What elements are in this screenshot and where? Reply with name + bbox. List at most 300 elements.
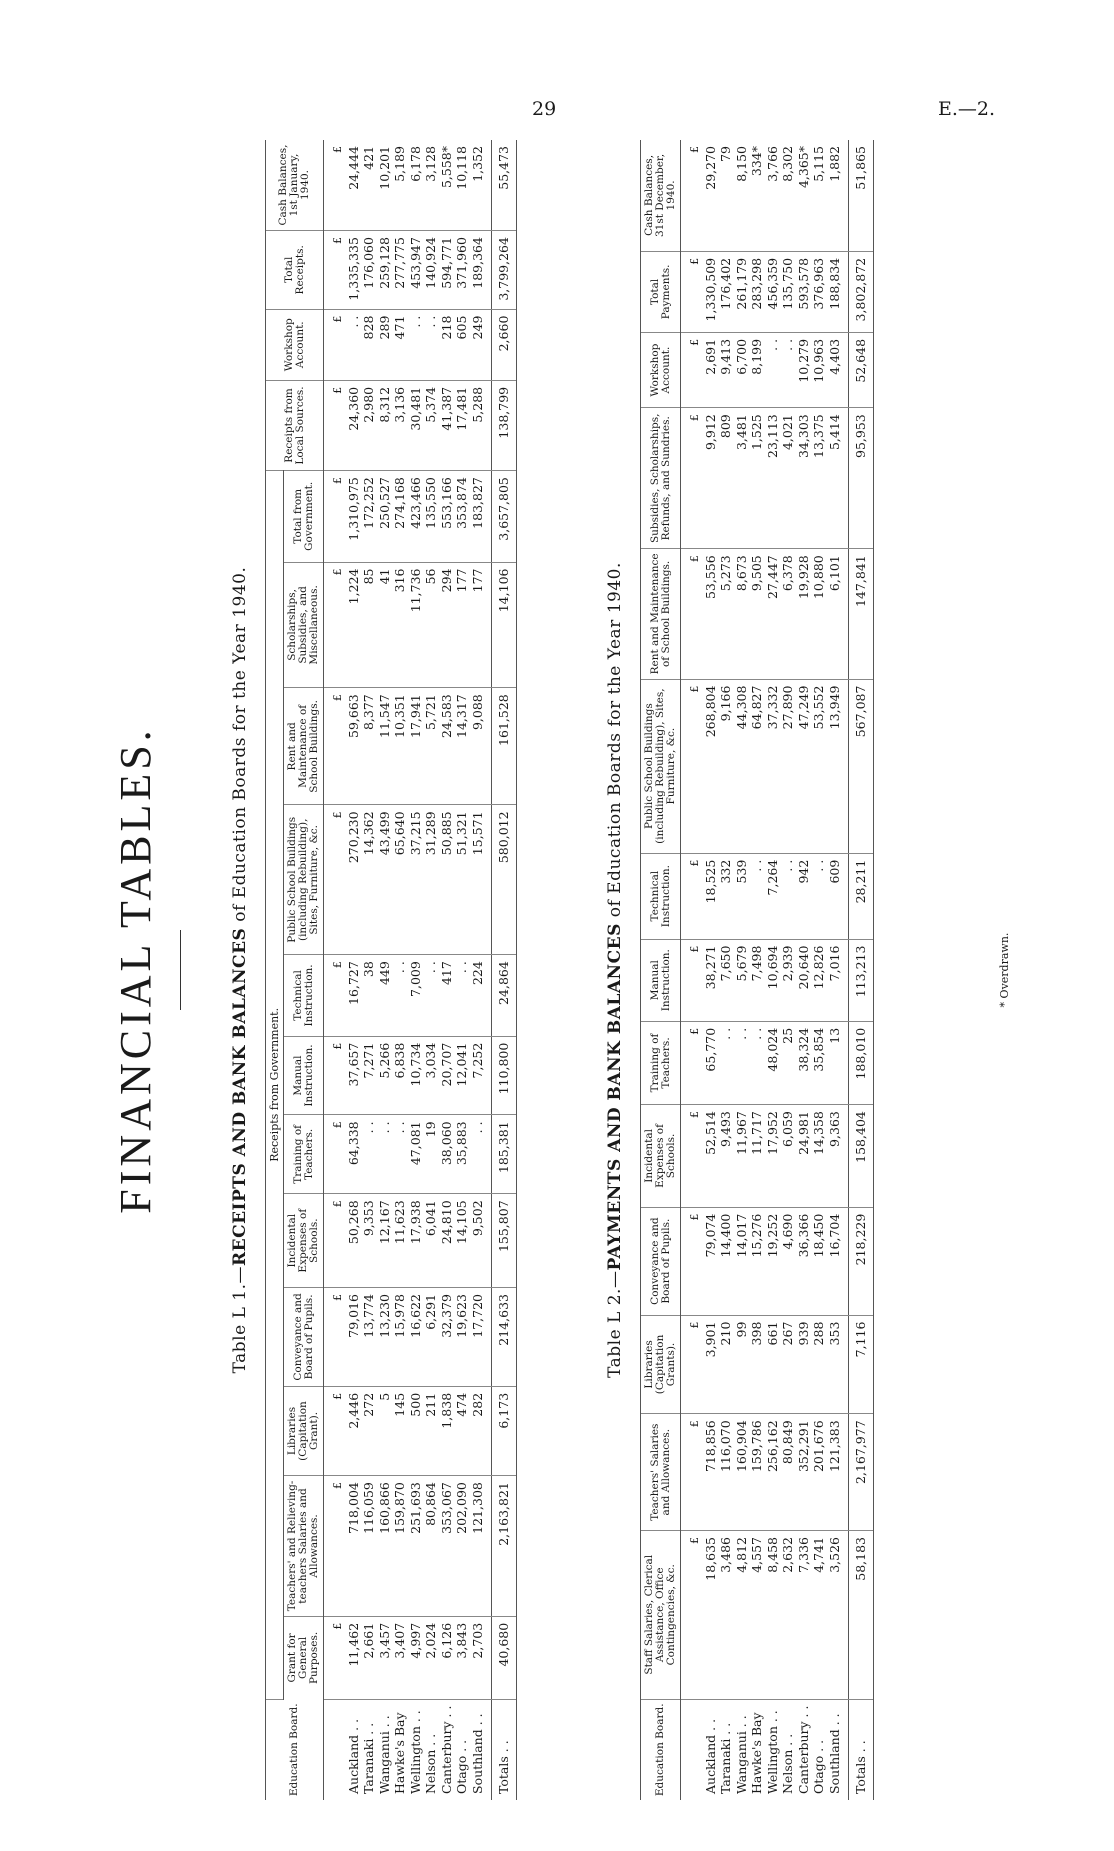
total-cell: 138,799: [492, 380, 517, 470]
table-cell: 17,720: [470, 1287, 492, 1386]
table-cell: 31,289: [423, 805, 439, 955]
board-name: Hawke's Bay: [392, 1712, 407, 1794]
table-cell: 80,849: [780, 1414, 796, 1531]
table-cell: 3,766: [765, 140, 781, 251]
table-cell: 421: [361, 140, 377, 231]
table-cell: 211: [423, 1386, 439, 1475]
table-cell: 44,308: [734, 679, 750, 853]
table-cell: 37,215: [408, 805, 424, 955]
table-cell: 47,249: [796, 679, 812, 853]
table-cell: 268,804: [703, 679, 719, 853]
table-cell: . .: [392, 1115, 408, 1194]
table-cell: 189,364: [470, 231, 492, 310]
payments-table: [640, 140, 874, 1800]
table2-unit-12: £: [681, 332, 703, 407]
table1-header-6: Training of Teachers.: [284, 1115, 324, 1194]
table-cell: 828: [361, 309, 377, 380]
table-cell: 160,904: [734, 1414, 750, 1531]
table-cell: . .: [780, 332, 796, 407]
table1-header-11: Scholarships, Subsidies, and Miscellaneous.: [284, 562, 324, 688]
table-cell: 7,264: [765, 853, 781, 939]
table-cell: 25: [780, 1021, 796, 1104]
total-cell: 214,633: [492, 1287, 517, 1386]
table-cell: . .: [734, 1021, 750, 1104]
table-cell: 24,810: [439, 1194, 455, 1288]
table1-header-2: Teachers' and Relieving-teachers Salaries and Allowances.: [284, 1476, 324, 1617]
table-cell: 6,838: [392, 1036, 408, 1115]
table-cell: 2,703: [470, 1616, 492, 1699]
table-cell: . .: [749, 853, 765, 939]
table-cell: 9,353: [361, 1194, 377, 1288]
table-cell: 10,118: [454, 140, 470, 231]
table2-unit-4: £: [681, 1207, 703, 1315]
table-cell: 594,771: [439, 231, 455, 310]
total-cell: 58,183: [849, 1530, 874, 1699]
table-cell: 4,365*: [796, 140, 812, 251]
table-cell: 64,827: [749, 679, 765, 853]
table-cell: 10,279: [796, 332, 812, 407]
table-cell: 8,302: [780, 140, 796, 251]
table-row: [734, 140, 750, 1800]
table-cell: 14,105: [454, 1194, 470, 1288]
table-cell: . .: [346, 309, 362, 380]
board-name: Nelson . .: [780, 1733, 795, 1794]
table-cell: 16,622: [408, 1287, 424, 1386]
table-cell: 160,866: [377, 1476, 393, 1617]
total-cell: 158,404: [849, 1105, 874, 1208]
table-cell: 11,462: [346, 1616, 362, 1699]
table-cell: 218: [439, 309, 455, 380]
table-cell: 17,481: [454, 380, 470, 470]
board-name: Wanganui . .: [376, 1715, 392, 1794]
table-cell: 8,458: [765, 1530, 781, 1699]
table-cell: 6,126: [439, 1616, 455, 1699]
table-cell: 35,854: [811, 1021, 827, 1104]
total-cell: 188,010: [849, 1021, 874, 1104]
table-cell: 18,450: [811, 1207, 827, 1315]
table-cell: 17,938: [408, 1194, 424, 1288]
table-cell: 353,067: [439, 1476, 455, 1617]
total-cell: 3,657,805: [492, 471, 517, 562]
table-row: [439, 140, 455, 1800]
table-cell: 14,358: [811, 1105, 827, 1208]
table-cell: 274,168: [392, 471, 408, 562]
table2-caption: [605, 140, 625, 1800]
table-cell: 18,635: [703, 1530, 719, 1699]
table-cell: . .: [377, 1115, 393, 1194]
table2-header-4: Conveyance and Board of Pupils.: [641, 1207, 681, 1315]
table1-header-12: Total from Government.: [284, 471, 324, 562]
table-cell: 256,162: [765, 1414, 781, 1531]
table-cell: 176,402: [718, 251, 734, 332]
table-cell: 41: [377, 562, 393, 688]
table-cell: 13,949: [827, 679, 849, 853]
table-cell: 135,550: [423, 471, 439, 562]
total-cell: 185,381: [492, 1115, 517, 1194]
table2-unit-5: £: [681, 1105, 703, 1208]
table-cell: 352,291: [796, 1414, 812, 1531]
table-cell: 718,004: [346, 1476, 362, 1617]
table-cell: 188,834: [827, 251, 849, 332]
table1-unit-5: £: [324, 1194, 346, 1288]
table2-unit-14: £: [681, 140, 703, 251]
table-cell: 15,571: [470, 805, 492, 955]
table-row: [765, 140, 781, 1800]
table-cell: 6,041: [423, 1194, 439, 1288]
table-cell: 11,736: [408, 562, 424, 688]
table-cell: 5,679: [734, 939, 750, 1021]
table-cell: 121,308: [470, 1476, 492, 1617]
table2-header-11: Subsidies, Scholarships, Refunds, and Sundries.: [641, 408, 681, 549]
table-cell: 11,717: [749, 1105, 765, 1208]
table-row: [811, 140, 827, 1800]
table-cell: 474: [454, 1386, 470, 1475]
total-cell: 7,116: [849, 1315, 874, 1414]
total-cell: 55,473: [492, 140, 517, 231]
table1-header-3: Libraries (Capitation Grant).: [284, 1386, 324, 1475]
table-cell: 38: [361, 955, 377, 1037]
table-cell: 593,578: [796, 251, 812, 332]
table-cell: 4,021: [780, 408, 796, 549]
table-cell: 5,266: [377, 1036, 393, 1115]
table-cell: 65,770: [703, 1021, 719, 1104]
totals-label: Totals . .: [849, 1699, 874, 1800]
total-cell: 2,167,977: [849, 1414, 874, 1531]
table2-header-10: Rent and Maintenance of School Buildings.: [641, 549, 681, 679]
table-cell: 3,526: [827, 1530, 849, 1699]
table-cell: 539: [734, 853, 750, 939]
total-cell: 218,229: [849, 1207, 874, 1315]
table-cell: 177: [470, 562, 492, 688]
table2-unit-7: £: [681, 939, 703, 1021]
table1-header-10: Rent and Maintenance of School Buildings.: [284, 688, 324, 805]
table2-units-row: [681, 140, 703, 1800]
table-cell: 609: [827, 853, 849, 939]
table-cell: 20,640: [796, 939, 812, 1021]
table-cell: 423,466: [408, 471, 424, 562]
board-name: Nelson . .: [423, 1733, 438, 1794]
table-cell: 4,403: [827, 332, 849, 407]
table-cell: 79,016: [346, 1287, 362, 1386]
table1-header-0: Education Board.: [266, 1699, 324, 1800]
table-cell: 553,166: [439, 471, 455, 562]
table2-header-8: Technical Instruction.: [641, 853, 681, 939]
table-cell: 7,252: [470, 1036, 492, 1115]
total-cell: 110,800: [492, 1036, 517, 1115]
table-cell: 371,960: [454, 231, 470, 310]
table-cell: 1,335,335: [346, 231, 362, 310]
table-cell: 10,351: [392, 688, 408, 805]
table-cell: . .: [780, 853, 796, 939]
table1-header-row-group: [266, 140, 284, 1800]
table2-header-3: Libraries (Capitation Grants).: [641, 1315, 681, 1414]
table-cell: 2,632: [780, 1530, 796, 1699]
table1-caption-bold: RECEIPTS AND BANK BALANCES: [230, 927, 250, 1267]
table-cell: 4,741: [811, 1530, 827, 1699]
table-cell: . .: [392, 955, 408, 1037]
table-row: [408, 140, 424, 1800]
table-cell: 18,525: [703, 853, 719, 939]
table-cell: 16,727: [346, 955, 362, 1037]
table-cell: 50,268: [346, 1194, 362, 1288]
table-cell: 12,826: [811, 939, 827, 1021]
table2-unit-1: £: [681, 1530, 703, 1699]
table-cell: 2,661: [361, 1616, 377, 1699]
table-cell: 471: [392, 309, 408, 380]
table-cell: . .: [811, 853, 827, 939]
total-cell: 6,173: [492, 1386, 517, 1475]
table-cell: 12,041: [454, 1036, 470, 1115]
table-cell: 5,189: [392, 140, 408, 231]
total-cell: 14,106: [492, 562, 517, 688]
totals-label: Totals . .: [492, 1699, 517, 1800]
table-cell: 4,997: [408, 1616, 424, 1699]
table-cell: 65,640: [392, 805, 408, 955]
table-cell: 121,383: [827, 1414, 849, 1531]
table-cell: 135,750: [780, 251, 796, 332]
table-cell: . .: [423, 955, 439, 1037]
table1-unit-16: £: [324, 140, 346, 231]
table-cell: 11,623: [392, 1194, 408, 1288]
table2-header-7: Manual Instruction.: [641, 939, 681, 1021]
table-row: [703, 140, 719, 1800]
total-cell: 28,211: [849, 853, 874, 939]
table-cell: 159,786: [749, 1414, 765, 1531]
table1-unit-14: £: [324, 309, 346, 380]
table2-unit-2: £: [681, 1414, 703, 1531]
table-cell: 13,230: [377, 1287, 393, 1386]
table-cell: 5,115: [811, 140, 827, 251]
board-name: Canterbury . .: [795, 1705, 811, 1794]
table-cell: 4,812: [734, 1530, 750, 1699]
board-name: Southland . .: [469, 1713, 485, 1794]
table1-caption: [230, 140, 250, 1800]
table-cell: 64,338: [346, 1115, 362, 1194]
table-cell: 35,883: [454, 1115, 470, 1194]
table1-unit-2: £: [324, 1476, 346, 1617]
table-cell: 270,230: [346, 805, 362, 955]
table-cell: 201,676: [811, 1414, 827, 1531]
table1-header-9: Public School Buildings (including Rebuilding), Sites, Furniture, &c.: [284, 805, 324, 955]
table-cell: 80,864: [423, 1476, 439, 1617]
table-cell: 7,016: [827, 939, 849, 1021]
table-cell: 59,663: [346, 688, 362, 805]
table-cell: 939: [796, 1315, 812, 1414]
table-cell: 661: [765, 1315, 781, 1414]
table-cell: 8,150: [734, 140, 750, 251]
table-cell: 1,330,509: [703, 251, 719, 332]
total-cell: 51,865: [849, 140, 874, 251]
table2-unit-11: £: [681, 408, 703, 549]
table-cell: 85: [361, 562, 377, 688]
table-cell: 51,321: [454, 805, 470, 955]
board-name: Taranaki . .: [718, 1722, 733, 1794]
table-cell: 3,457: [377, 1616, 393, 1699]
table-cell: 176,060: [361, 231, 377, 310]
table-cell: 1,525: [749, 408, 765, 549]
table2-header-1: Staff Salaries, Clerical Assistance, Office Contingencies, &c.: [641, 1530, 681, 1699]
table-cell: 24,444: [346, 140, 362, 231]
table-cell: 9,493: [718, 1105, 734, 1208]
table-cell: 2,939: [780, 939, 796, 1021]
table-cell: 718,856: [703, 1414, 719, 1531]
table-row: [470, 140, 492, 1800]
board-name: Southland . .: [826, 1713, 842, 1794]
table-cell: 34,303: [796, 408, 812, 549]
table-cell: 11,967: [734, 1105, 750, 1208]
table-cell: 13,774: [361, 1287, 377, 1386]
table1-unit-10: £: [324, 688, 346, 805]
table-cell: 251,693: [408, 1476, 424, 1617]
table-cell: 5: [377, 1386, 393, 1475]
page-title: FINANCIAL TABLES.: [111, 726, 160, 1214]
table-cell: 19: [423, 1115, 439, 1194]
board-name: Wellington . .: [407, 1710, 423, 1794]
table-cell: 376,963: [811, 251, 827, 332]
receipts-table: [265, 140, 517, 1800]
total-cell: 2,163,821: [492, 1476, 517, 1617]
table-cell: 183,827: [470, 471, 492, 562]
table-cell: 417: [439, 955, 455, 1037]
table-cell: 24,981: [796, 1105, 812, 1208]
table-cell: 30,481: [408, 380, 424, 470]
table-cell: 7,498: [749, 939, 765, 1021]
table-cell: 332: [718, 853, 734, 939]
total-cell: 2,660: [492, 309, 517, 380]
table-cell: 5,374: [423, 380, 439, 470]
table-cell: 809: [718, 408, 734, 549]
board-name: Auckland . .: [702, 1718, 718, 1794]
table1-caption-prefix: Table L 1.—: [230, 1266, 250, 1374]
table-cell: 145: [392, 1386, 408, 1475]
rotated-content: [80, 140, 1040, 1800]
total-cell: 24,864: [492, 955, 517, 1037]
table-cell: 38,271: [703, 939, 719, 1021]
table-cell: 334*: [749, 140, 765, 251]
table-cell: . .: [361, 1115, 377, 1194]
table-cell: 12,167: [377, 1194, 393, 1288]
table2-header-12: Workshop Account.: [641, 332, 681, 407]
table-cell: 224: [470, 955, 492, 1037]
table-cell: 8,199: [749, 332, 765, 407]
table-cell: 10,694: [765, 939, 781, 1021]
table-cell: . .: [423, 309, 439, 380]
table-cell: 48,024: [765, 1021, 781, 1104]
table2-unit-10: £: [681, 549, 703, 679]
table-cell: . .: [718, 1021, 734, 1104]
table2-unit-0: [681, 1699, 703, 1800]
table-cell: 10,734: [408, 1036, 424, 1115]
table-cell: 15,276: [749, 1207, 765, 1315]
table-cell: 259,128: [377, 231, 393, 310]
table-cell: 8,673: [734, 549, 750, 679]
table-cell: 267: [780, 1315, 796, 1414]
table-cell: 261,179: [734, 251, 750, 332]
table-cell: 24,360: [346, 380, 362, 470]
table-cell: 23,113: [765, 408, 781, 549]
total-cell: 567,087: [849, 679, 874, 853]
board-name: Taranaki . .: [361, 1722, 376, 1794]
table-row: [827, 140, 849, 1800]
table1-header-4: Conveyance and Board of Pupils.: [284, 1287, 324, 1386]
table2-header-0: Education Board.: [641, 1699, 681, 1800]
table-cell: 453,947: [408, 231, 424, 310]
table1-unit-11: £: [324, 562, 346, 688]
table-cell: 4,690: [780, 1207, 796, 1315]
table-cell: 283,298: [749, 251, 765, 332]
table2-header-row: [641, 140, 681, 1800]
table-cell: 3,901: [703, 1315, 719, 1414]
table-cell: 99: [734, 1315, 750, 1414]
table1-caption-rest: of Education Boards for the Year 1940.: [230, 566, 250, 928]
table-cell: 10,201: [377, 140, 393, 231]
total-cell: 95,953: [849, 408, 874, 549]
table-cell: 14,017: [734, 1207, 750, 1315]
table-cell: 2,980: [361, 380, 377, 470]
table-cell: 9,166: [718, 679, 734, 853]
table-cell: 38,324: [796, 1021, 812, 1104]
table-cell: 116,070: [718, 1414, 734, 1531]
table-cell: 5,273: [718, 549, 734, 679]
table-cell: 250,527: [377, 471, 393, 562]
table-cell: 15,978: [392, 1287, 408, 1386]
table-cell: 10,880: [811, 549, 827, 679]
table2-unit-13: £: [681, 251, 703, 332]
table-row: [796, 140, 812, 1800]
table-cell: 942: [796, 853, 812, 939]
table2-caption-bold: PAYMENTS AND BANK BALANCES: [605, 923, 625, 1271]
table1-unit-1: £: [324, 1616, 346, 1699]
table-cell: 116,059: [361, 1476, 377, 1617]
table-cell: 3,128: [423, 140, 439, 231]
table-cell: 1,882: [827, 140, 849, 251]
table-cell: 4,557: [749, 1530, 765, 1699]
table-cell: 10,963: [811, 332, 827, 407]
table-cell: 9,912: [703, 408, 719, 549]
table-cell: 53,556: [703, 549, 719, 679]
board-name: Hawke's Bay: [749, 1712, 764, 1794]
table-row: [718, 140, 734, 1800]
table-cell: 13,375: [811, 408, 827, 549]
table-cell: 41,387: [439, 380, 455, 470]
table1-unit-6: £: [324, 1115, 346, 1194]
table1-header-14: Workshop Account.: [266, 309, 324, 380]
table2-header-5: Incidental Expenses of Schools.: [641, 1105, 681, 1208]
table-cell: 449: [377, 955, 393, 1037]
table-cell: 2,691: [703, 332, 719, 407]
table-cell: 202,090: [454, 1476, 470, 1617]
table-cell: 6,178: [408, 140, 424, 231]
table1-unit-9: £: [324, 805, 346, 955]
table-cell: 277,775: [392, 231, 408, 310]
table-cell: 9,363: [827, 1105, 849, 1208]
table-cell: 37,657: [346, 1036, 362, 1115]
table2-totals-row: [849, 140, 874, 1800]
table-cell: 159,870: [392, 1476, 408, 1617]
table1-header-16: Cash Balances, 1st January, 1940.: [266, 140, 324, 231]
table1-totals-row: [492, 140, 517, 1800]
table-cell: 17,941: [408, 688, 424, 805]
table-cell: 5,721: [423, 688, 439, 805]
table-row: [454, 140, 470, 1800]
table-cell: 13: [827, 1021, 849, 1104]
table2-header-9: Public School Buildings (including Rebuilding), Sites, Furniture, &c.: [641, 679, 681, 853]
table-cell: 6,700: [734, 332, 750, 407]
table-cell: 172,252: [361, 471, 377, 562]
table1-header-15: Total Receipts.: [266, 231, 324, 310]
table-cell: 3,481: [734, 408, 750, 549]
table-cell: 11,547: [377, 688, 393, 805]
